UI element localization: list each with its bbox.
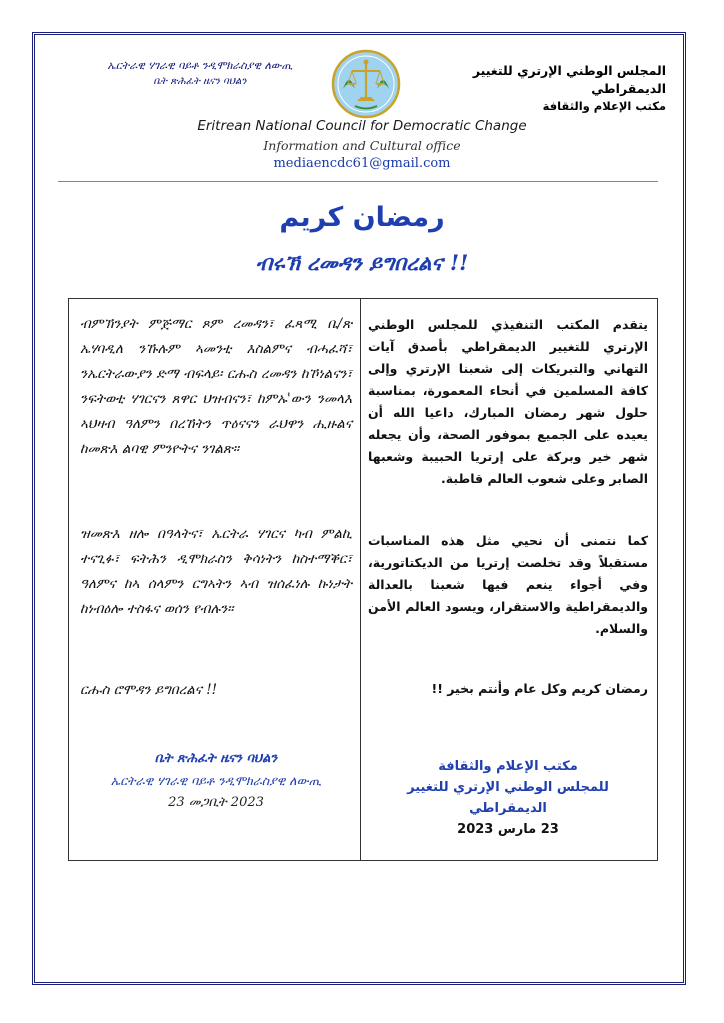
header-arabic-org: المجلس الوطني الإرتري للتغيير الديمقراطي xyxy=(472,63,666,96)
header-arabic xyxy=(410,62,666,115)
column-divider xyxy=(360,298,361,861)
header-divider xyxy=(58,181,658,182)
title-tigrinya: ብሩኽ ረመዳን ይግበረልና !! xyxy=(255,250,469,275)
title-arabic: رمضان كريم xyxy=(279,202,445,233)
tigrinya-closing: ርሑስ ሮሞዳን ይግበረልና !! xyxy=(80,682,218,698)
tigrinya-paragraph-1: ብምኽንያት ምጅማር ጾም ረመዳን፣ ፈጻሚ ቤ/ጽ ኤሃባዲለ ንኹሉም ኣመንቲ እስልምና ብሓፈሻ፣ ንኤርትራውያን ድማ ብፍላይ፡ ርሑስ ረመዳን ከኾነልናን፣ ንፍትወቲ ሃገርናን ጸዋር ህዝብናን፣ ከምኡ'ውን ንመላእ ኣህዛብ ዓለምን በረኸትን ጥዕናናን ራህዋን ሒዙልና ከመጽእ ልባዊ ምንዮትና ንገልጽ። xyxy=(80,316,352,457)
tigrinya-signature xyxy=(80,748,352,814)
header-tigrinya xyxy=(60,58,340,90)
arabic-signature xyxy=(368,756,648,840)
arabic-paragraph-2: كما نتمنى أن نحيي مثل هذه المناسبات مستقبلاً وقد تخلصت إرتريا من الديكتاتورية، وفي أجواء ينعم فيها شعبنا بالعدالة والديمقراطية والاستقرار، ويسود العالم الأمن والسلام. xyxy=(368,533,648,636)
header-tigrinya-org: ኤርትራዊ ሃገራዊ ባይቶ ንዲሞክራስያዊ ለውጢ xyxy=(107,59,293,72)
arabic-signature-org: للمجلس الوطني الإرتري للتغيير الديمقراطي xyxy=(407,780,609,816)
org-name-english: Eritrean National Council for Democratic Change xyxy=(197,118,527,134)
tigrinya-paragraph-2: ዝመጽእ ዘሎ በዓላትና፣ ኤርትራ ሃገርና ካብ ምልኪ ተናጊፉ፣ ፍትሕን ዲሞክራስን ቅሳነትን ከስተማቕር፣ ዓለምና ከኣ ሰላምን ርግኣትን ኣብ ዝሰፈነሉ ኩነታት ከነብዕሎ ተስፋና ወሰን የብሉን። xyxy=(80,526,352,617)
arabic-closing: رمضان كريم وكل عام وأنتم بخير !! xyxy=(431,681,648,696)
arabic-signature-date: 23 مارس 2023 xyxy=(457,822,559,837)
email-address[interactable]: mediaencdc61@gmail.com xyxy=(273,156,451,171)
office-name-english: Information and Cultural office xyxy=(263,138,461,153)
tigrinya-signature-org: ኤርትራዊ ሃገራዊ ባይቶ ንዲሞክራስያዊ ለውጢ xyxy=(110,773,322,788)
scales-of-justice-emblem-icon xyxy=(331,49,401,119)
header-tigrinya-office: ቤት ጽሕፈት ዜናን ባህልን xyxy=(153,76,247,87)
header-arabic-office: مكتب الإعلام والثقافة xyxy=(542,99,666,113)
arabic-paragraph-1: يتقدم المكتب التنفيذي للمجلس الوطني الإرتري للتغيير الديمقراطي بأصدق آيات التهاني والتبريكات إلى شعبنا الإرتري وإلى كافة المسلمين في أنحاء المعمورة، بمناسبة حلول شهر رمضان المبارك، داعيا الله أن يعيده على الجميع بموفور الصحة، وأن يجعله شهر خير وبركة على إرتريا الحبيبة وشعبها الصابر وعلى شعوب العالم قاطبة. xyxy=(368,317,648,486)
tigrinya-signature-office: ቤት ጽሕፈት ዜናን ባህልን xyxy=(154,751,278,766)
tigrinya-signature-date: 23 መጋቢት 2023 xyxy=(168,795,264,810)
arabic-signature-office: مكتب الإعلام والثقافة xyxy=(438,759,578,774)
